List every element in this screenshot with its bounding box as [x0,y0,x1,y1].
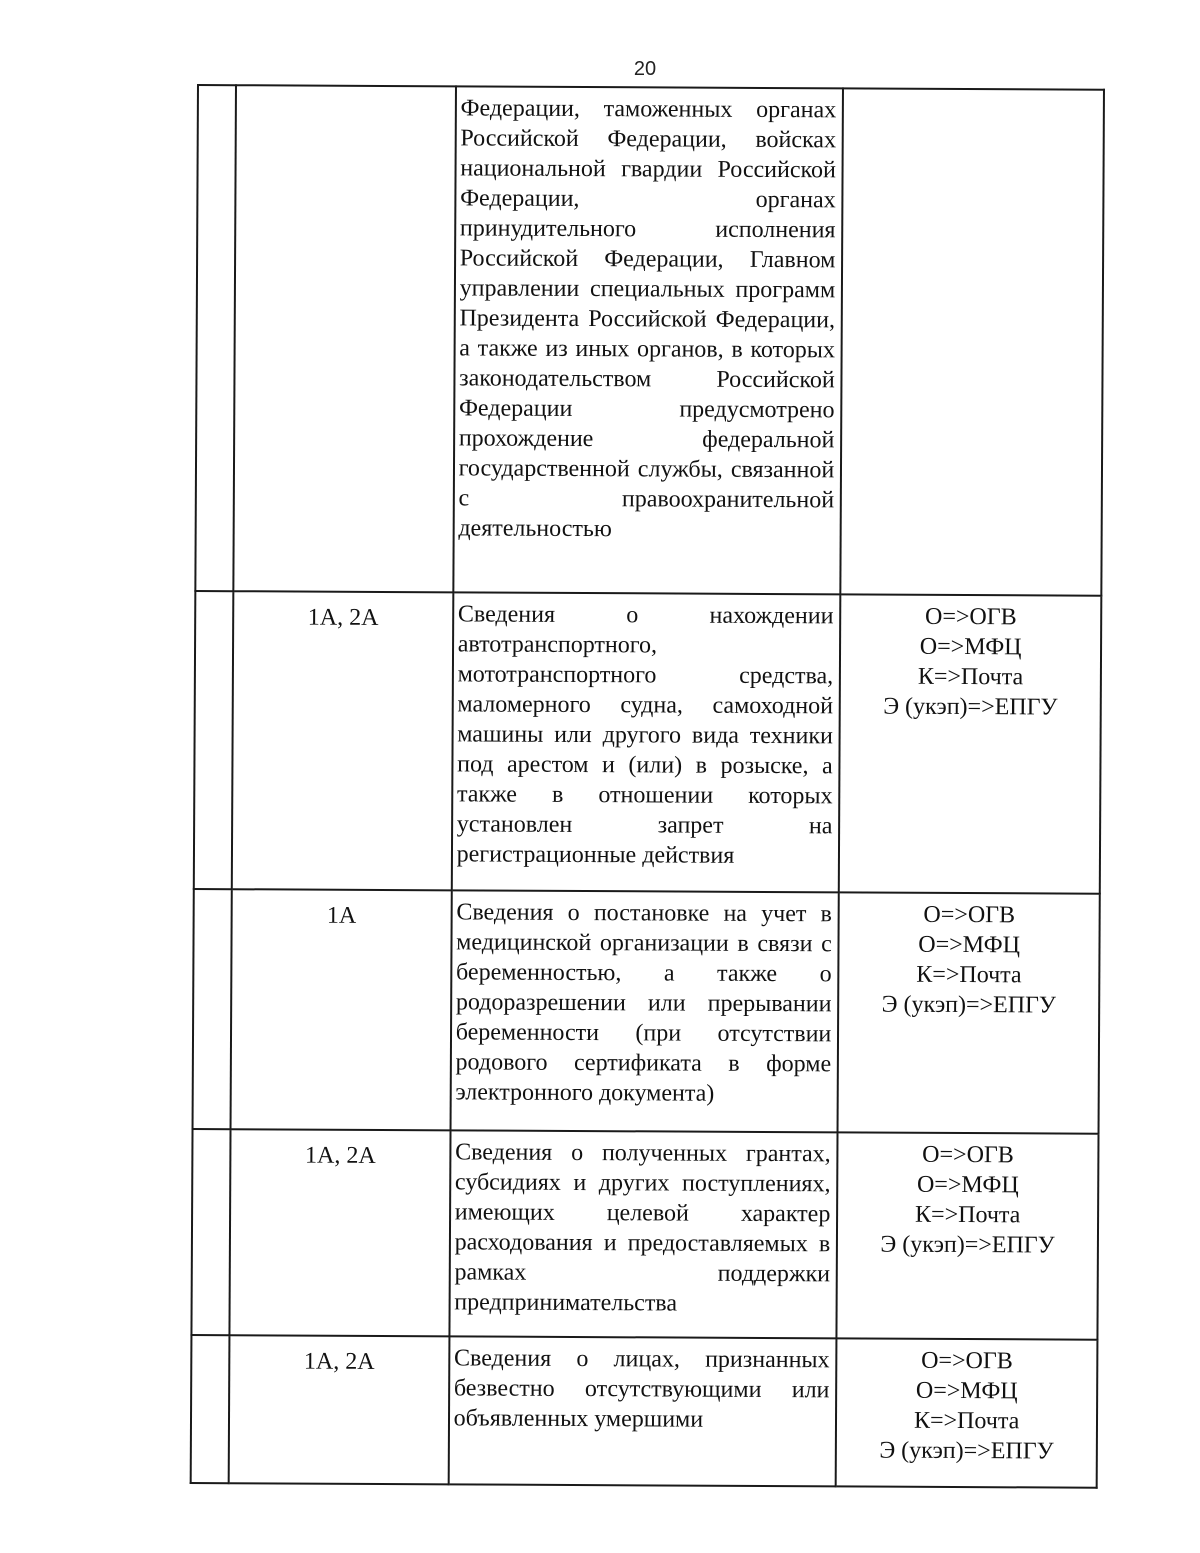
row-number-cell [193,889,233,1129]
method-line: О=>ОГВ [924,603,1017,631]
description-text: Сведения о полученных грантах, субсидиях и других поступлениях, имеющих целевой характер расходования и предоставляемых в рамках поддержки предпринимательства [454,1139,831,1317]
category-cell: 1А, 2А [230,1129,451,1336]
description-cell [449,1130,838,1338]
method-line: К=>Почта [913,1407,1020,1435]
method-line: О=>ОГВ [923,901,1016,929]
method-line: О=>МФЦ [916,1171,1019,1199]
table-row [191,1335,1098,1488]
category-cell [234,85,456,592]
category-cell: 1А, 2А [232,591,453,890]
methods-cell [837,1132,1099,1339]
row-number-cell [191,1129,230,1335]
description-text: Сведения о лицах, признанных безвестно отсутствующими или объявленных умершими [453,1345,830,1433]
row-number-cell [195,85,236,591]
description-text: Федерации, таможенных органах Российской Федерации, войсках национальной гвардии Российской Федерации, органах принудительного исполнения Российской Федерации, Главном управлении специальных программ Президента Российской Федерации, а также из иных органов, в которых законодательством Российской Федерации предусмотрено прохождение федеральной государственной службы, связанной с правоохранительной деятельностью [458,95,837,543]
method-line: Э (укэп)=>ЕПГУ [879,1437,1054,1465]
methods-cell [836,1338,1098,1487]
description-cell [450,890,839,1132]
description-cell [451,592,840,892]
method-line: К=>Почта [917,663,1024,691]
method-line: Э (укэп)=>ЕПГУ [880,1231,1055,1259]
method-line: О=>МФЦ [918,931,1021,959]
description-cell [448,1336,836,1486]
method-line: К=>Почта [915,1201,1021,1229]
page-number: 20 [633,58,657,80]
methods-cell [841,88,1104,595]
table-row [195,85,1104,596]
row-number-cell [194,591,234,889]
method-line: О=>ОГВ [921,1347,1013,1375]
table-row [193,889,1100,1134]
category-cell: 1А [231,889,452,1130]
method-line: Э (укэп)=>ЕПГУ [881,991,1057,1019]
table-row [191,1129,1098,1340]
description-text: Сведения о нахождении автотранспортного, мототранспортного средства, маломерного судна, самоходной машины или другого вида техники под арестом и (или) в розыске, а также в отношении которых установлен запрет на регистрационные действия [456,601,834,869]
category-cell: 1А, 2А [229,1335,449,1484]
method-line: О=>МФЦ [919,633,1022,661]
methods-cell [839,594,1101,893]
description-text: Сведения о постановке на учет в медицинской организации в связи с беременностью, а также о родоразрешении или прерывании беременности (при отсутствии родового сертификата в форме электронного документа) [455,899,832,1107]
table-row [194,591,1102,894]
services-table [190,84,1105,1489]
method-line: О=>МФЦ [915,1377,1018,1405]
row-number-cell [191,1335,230,1483]
method-line: К=>Почта [916,961,1022,989]
methods-cell [838,892,1100,1133]
method-line: Э (укэп)=>ЕПГУ [883,693,1058,721]
method-line: О=>ОГВ [922,1141,1014,1169]
description-cell [453,86,843,594]
